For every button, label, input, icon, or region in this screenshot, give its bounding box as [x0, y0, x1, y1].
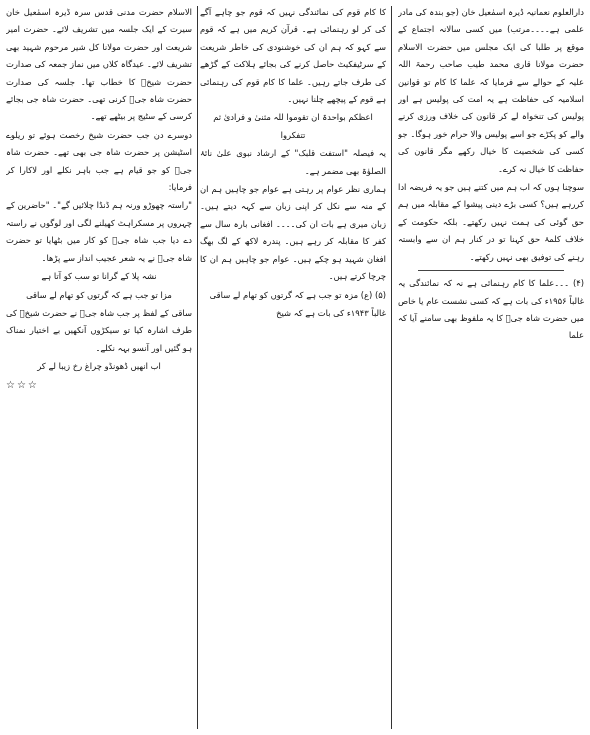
paragraph: یہ فیصلہ "استفت قلبک" کے ارشاد نبوی علیٰ نائۂ الصلوٰۃ بھی مضمر ہے۔ [200, 148, 386, 176]
column-middle [200, 4, 386, 731]
column-divider [391, 6, 392, 729]
paragraph: کا کام قوم کی نمائندگی نہیں کہ قوم جو چاہے آگے کی کر لو رہنمائی ہے۔ قرآن کریم میں ہے کہ قوم سے کہو کہ ہم ان کی خوشنودی کی خاطر شریعت کے سرٹیفکیٹ حاصل کرنے کی بجائے ہلاکت کے گڑھے کی طرف جاتے رہیں۔ علما کا کام قوم کی رہنمائی ہے قوم کے پیچھے چلنا نہیں۔ [200, 7, 386, 105]
quran-verse: اعظکم بواحدۃ ان تقوموا للہ مثنیٰ و فرادیٰ ثم تتفکروا [213, 112, 373, 140]
column-right [398, 4, 584, 731]
paragraph: (۴) ۔۔۔علما کا کام رہنمائی ہے نہ کہ نمائندگی یہ غالباً ۱۹۵۶ء کی بات ہے کہ کسی نشست عام یا خاص میں حضرت شاہ جیؒ کا یہ ملفوظ بھی سامنے آیا کہ علما [398, 278, 584, 341]
paragraph: ہماری نظر عوام پر رہتی ہے عوام جو چاہیں ہم ان کے منہ سے نکل کر اپنی زبان سے کہہ دیتے ہیں۔ زبان میری ہے بات ان کی۔۔۔۔ افغانی بارہ سال سے کفر کا مقابلہ کر رہے ہیں۔ پندرہ لاکھ کے لگ بھگ افغان شہید ہو چکے ہیں۔ عوام جو چاہیں ہم ان کا چرچا کرتے ہیں۔ [200, 184, 386, 282]
paragraph: غالباً ۱۹۴۳ء کی بات ہے کہ شیخ [276, 307, 386, 318]
section-heading: (۵) (ع) مزہ تو جب ہے کہ گرتوں کو تھام لے ساقی [209, 289, 386, 300]
paragraph: "راستہ چھوڑو ورنہ ہم ڈنڈا چلائیں گے"۔ "حاضرین کے چہروں پر مسکراہٹ کھیلنے لگی اور لوگوں نے راستہ دے دیا جب شاہ جیؒ کو کار میں بٹھایا تو حضرت شاہ جیؒ نے یہ شعر عجیب انداز سے پڑھا۔ [6, 200, 192, 263]
divider [418, 270, 564, 271]
verse-line: مزا تو جب ہے کہ گرتوں کو تھام لے ساقی [26, 289, 172, 300]
paragraph: دوسرے دن جب حضرت شیخ رخصت ہوئے تو ریلوے اسٹیشن پر حضرت شاہ جی بھی تھے۔ حضرت شاہ جیؒ کو جو قیام ہے جب باہر نکلے اور لاکارا کر فرمایا: [6, 129, 192, 193]
column-divider [197, 6, 198, 729]
column-left [6, 4, 192, 731]
paragraph: سوچنا ہوں کہ اب ہم میں کتنے ہیں جو یہ فریضہ ادا کررہے ہیں؟ کسی بڑے دینی پیشوا کے مقابلہ میں ہم حق گوئی کی ہمت نہیں رکھتے۔ بلکہ حکومت کے خلاف کلمۂ حق کہنا تو در کنار ہم ان سے وابستہ رہنے کی توفیق بھی نہیں رکھتے۔ [398, 182, 584, 262]
verse-line: نشہ پلا کے گرانا تو سب کو آتا ہے [41, 271, 157, 282]
paragraph: الاسلام حضرت مدنی قدس سرہ ڈیرہ اسمٰعیل خان سیرت کے ایک جلسہ میں تشریف لائے۔ حضرت امیر شریعت اور حضرت مولانا کل شیر مرحوم شہید بھی تشریف لائے۔ عیدگاہ کلاں میں نماز جمعہ کی صدارت حضرت شیخؒ کا خطاب تھا۔ جلسہ کی صدارت حضرت شاہ جیؒ کرنی تھی۔ حضرت شاہ جی بجائے کرسی کے سٹیج پر بیٹھے تھے۔ [6, 7, 192, 122]
stars-ornament: ☆☆☆ [6, 379, 39, 391]
paragraph: دارالعلوم نعمانیہ ڈیرہ اسمٰعیل خان (جو بندہ کی مادر علمی ہے۔۔۔۔مرتب) میں کسی سالانہ اجتماع کے موقع پر طلبا کی ایک مجلس میں حضرت الاسلام حضرت مولانا قاری محمد طیب صاحب رحمۃ اللہ علیہ کے حوالے سے فرمایا کہ علما کا کام تو قوانین اسلامیہ کی حفاظت ہے یہ امت کی پولیس ہے اور پولیس کی تنخواہ لے کر قانون کی خلاف ورزی کرنے والے کو پکڑے جو اسے پولیس والا حرام خور ہوگا۔ جو کسی کی شخصیت کا خیال رکھے مگر قانون کی حفاظت کا خیال نہ کرے۔ [398, 7, 584, 174]
verse-line: اب انھیں ڈھونڈو چراغ رخ زیبا لے کر [37, 361, 161, 372]
paragraph: ساقی کے لفظ پر جب شاہ جیؒ نے حضرت شیخؒ کی طرف اشارہ کیا تو سیکڑوں آنکھیں بے اختیار نمناک ہو گئیں اور آنسو بہہ نکلے۔ [6, 307, 192, 353]
